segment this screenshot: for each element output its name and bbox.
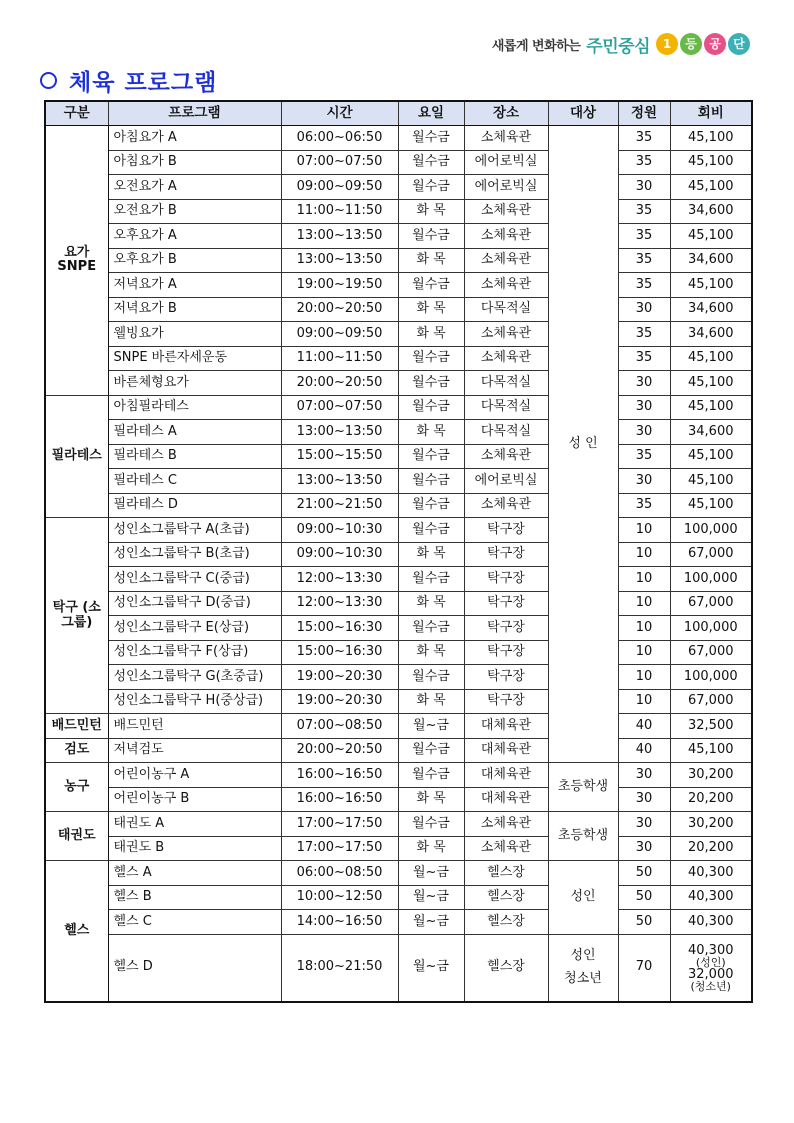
capacity-cell: 35 [618, 224, 670, 249]
circle-bullet-icon [40, 72, 57, 89]
fee-cell: 40,300 [670, 861, 752, 886]
target-line: 성인 [570, 948, 596, 964]
place-cell: 탁구장 [464, 518, 548, 543]
time-cell: 16:00~16:50 [281, 787, 398, 812]
time-cell: 13:00~13:50 [281, 469, 398, 494]
table-row [45, 640, 752, 665]
place-cell: 에어로빅실 [464, 150, 548, 175]
table-row [45, 567, 752, 592]
capacity-cell: 30 [618, 395, 670, 420]
capacity-cell: 30 [618, 469, 670, 494]
capacity-cell: 10 [618, 689, 670, 714]
day-cell: 월수금 [398, 395, 464, 420]
fee-cell: 34,600 [670, 297, 752, 322]
category-cell: 농구 [45, 763, 108, 812]
place-cell: 대체육관 [464, 738, 548, 763]
capacity-cell: 30 [618, 371, 670, 396]
table-row [45, 420, 752, 445]
program-cell: 성인소그룹탁구 G(초중급) [108, 665, 281, 690]
capacity-cell: 30 [618, 420, 670, 445]
place-cell: 소체육관 [464, 836, 548, 861]
capacity-cell: 10 [618, 542, 670, 567]
table-row [45, 126, 752, 151]
time-cell: 18:00~21:50 [281, 934, 398, 1002]
capacity-cell: 10 [618, 591, 670, 616]
day-cell: 월~금 [398, 934, 464, 1002]
place-cell: 소체육관 [464, 812, 548, 837]
fee-cell: 67,000 [670, 640, 752, 665]
day-cell: 월수금 [398, 738, 464, 763]
time-cell: 20:00~20:50 [281, 371, 398, 396]
page-title-text: 체육 프로그램 [69, 70, 218, 96]
place-cell: 소체육관 [464, 346, 548, 371]
time-cell: 21:00~21:50 [281, 493, 398, 518]
table-row [45, 175, 752, 200]
program-cell: 오후요가 B [108, 248, 281, 273]
time-cell: 20:00~20:50 [281, 738, 398, 763]
header-place: 장소 [464, 101, 548, 126]
fee-cell: 100,000 [670, 518, 752, 543]
program-table [44, 100, 753, 1003]
header-time: 시간 [281, 101, 398, 126]
program-cell: 성인소그룹탁구 F(상급) [108, 640, 281, 665]
program-cell: 바른체형요가 [108, 371, 281, 396]
fee-cell: 45,100 [670, 493, 752, 518]
program-cell: 저녁요가 A [108, 273, 281, 298]
target-cell: 초등학생 [548, 812, 618, 861]
fee-cell: 45,100 [670, 224, 752, 249]
day-cell: 월~금 [398, 885, 464, 910]
place-cell: 소체육관 [464, 126, 548, 151]
capacity-cell: 30 [618, 836, 670, 861]
day-cell: 월~금 [398, 910, 464, 935]
time-cell: 12:00~13:30 [281, 567, 398, 592]
day-cell: 화 목 [398, 591, 464, 616]
program-cell: 태권도 B [108, 836, 281, 861]
time-cell: 09:00~09:50 [281, 322, 398, 347]
table-row [45, 714, 752, 739]
place-cell: 탁구장 [464, 591, 548, 616]
place-cell: 소체육관 [464, 273, 548, 298]
table-row [45, 689, 752, 714]
fee-line: (성인) [695, 955, 726, 969]
program-cell: 헬스 B [108, 885, 281, 910]
header-target: 대상 [548, 101, 618, 126]
day-cell: 화 목 [398, 640, 464, 665]
day-cell: 월수금 [398, 665, 464, 690]
target-cell [548, 934, 618, 1002]
place-cell: 대체육관 [464, 787, 548, 812]
capacity-cell: 50 [618, 910, 670, 935]
day-cell: 화 목 [398, 248, 464, 273]
capacity-cell: 35 [618, 273, 670, 298]
brand-badge-4: 단 [728, 33, 750, 55]
capacity-cell: 35 [618, 248, 670, 273]
category-cell: 태권도 [45, 812, 108, 861]
fee-cell: 45,100 [670, 175, 752, 200]
time-cell: 19:00~19:50 [281, 273, 398, 298]
fee-line: (청소년) [690, 979, 731, 993]
program-cell: SNPE 바른자세운동 [108, 346, 281, 371]
fee-cell: 40,300 [670, 885, 752, 910]
table-row [45, 591, 752, 616]
fee-cell: 45,100 [670, 395, 752, 420]
day-cell: 월수금 [398, 469, 464, 494]
place-cell: 탁구장 [464, 567, 548, 592]
fee-cell: 100,000 [670, 665, 752, 690]
header-program: 프로그램 [108, 101, 281, 126]
time-cell: 06:00~08:50 [281, 861, 398, 886]
page-title [40, 64, 217, 97]
program-cell: 헬스 C [108, 910, 281, 935]
table-row [45, 836, 752, 861]
program-cell: 헬스 D [108, 934, 281, 1002]
target-cell: 초등학생 [548, 763, 618, 812]
table-row [45, 518, 752, 543]
fee-cell: 20,200 [670, 836, 752, 861]
day-cell: 월수금 [398, 616, 464, 641]
brand-badge-1: 1 [656, 33, 678, 55]
place-cell: 다목적실 [464, 297, 548, 322]
capacity-cell: 30 [618, 787, 670, 812]
fee-cell: 34,600 [670, 420, 752, 445]
table-row [45, 346, 752, 371]
place-cell: 소체육관 [464, 322, 548, 347]
capacity-cell: 40 [618, 738, 670, 763]
fee-cell: 67,000 [670, 591, 752, 616]
category-cell: 필라테스 [45, 395, 108, 518]
place-cell: 다목적실 [464, 395, 548, 420]
fee-cell: 100,000 [670, 567, 752, 592]
day-cell: 월수금 [398, 518, 464, 543]
day-cell: 화 목 [398, 836, 464, 861]
category-cell: 헬스 [45, 861, 108, 1002]
place-cell: 헬스장 [464, 910, 548, 935]
table-row [45, 812, 752, 837]
day-cell: 화 목 [398, 787, 464, 812]
program-cell: 필라테스 C [108, 469, 281, 494]
brand-badge-3: 공 [704, 33, 726, 55]
program-cell: 웰빙요가 [108, 322, 281, 347]
program-cell: 오전요가 A [108, 175, 281, 200]
capacity-cell: 50 [618, 861, 670, 886]
table-row [45, 297, 752, 322]
fee-cell: 30,200 [670, 763, 752, 788]
program-cell: 오전요가 B [108, 199, 281, 224]
table-row [45, 322, 752, 347]
time-cell: 07:00~08:50 [281, 714, 398, 739]
program-cell: 아침요가 A [108, 126, 281, 151]
table-row [45, 248, 752, 273]
time-cell: 17:00~17:50 [281, 812, 398, 837]
time-cell: 13:00~13:50 [281, 420, 398, 445]
program-cell: 배드민턴 [108, 714, 281, 739]
day-cell: 월수금 [398, 175, 464, 200]
day-cell: 월수금 [398, 567, 464, 592]
table-row [45, 224, 752, 249]
day-cell: 월수금 [398, 371, 464, 396]
time-cell: 06:00~06:50 [281, 126, 398, 151]
day-cell: 화 목 [398, 199, 464, 224]
time-cell: 15:00~16:30 [281, 616, 398, 641]
table-row [45, 395, 752, 420]
capacity-cell: 35 [618, 322, 670, 347]
program-cell: 필라테스 D [108, 493, 281, 518]
time-cell: 16:00~16:50 [281, 763, 398, 788]
time-cell: 09:00~10:30 [281, 542, 398, 567]
table-row [45, 199, 752, 224]
place-cell: 헬스장 [464, 934, 548, 1002]
fee-cell: 32,500 [670, 714, 752, 739]
table-row [45, 542, 752, 567]
place-cell: 탁구장 [464, 542, 548, 567]
fee-line: 40,300 [688, 942, 734, 958]
program-cell: 성인소그룹탁구 E(상급) [108, 616, 281, 641]
capacity-cell: 35 [618, 126, 670, 151]
table-row [45, 738, 752, 763]
header-capacity: 정원 [618, 101, 670, 126]
day-cell: 화 목 [398, 297, 464, 322]
table-row [45, 150, 752, 175]
brand-logo [492, 30, 750, 58]
day-cell: 화 목 [398, 542, 464, 567]
day-cell: 월수금 [398, 493, 464, 518]
program-cell: 아침필라테스 [108, 395, 281, 420]
day-cell: 월수금 [398, 224, 464, 249]
target-cell: 성인 [548, 861, 618, 935]
brand-tagline: 새롭게 변화하는 [491, 38, 581, 54]
program-cell: 성인소그룹탁구 H(중상급) [108, 689, 281, 714]
time-cell: 11:00~11:50 [281, 199, 398, 224]
place-cell: 다목적실 [464, 420, 548, 445]
day-cell: 월수금 [398, 812, 464, 837]
table-row [45, 273, 752, 298]
capacity-cell: 30 [618, 175, 670, 200]
capacity-cell: 35 [618, 346, 670, 371]
capacity-cell: 35 [618, 199, 670, 224]
capacity-cell: 35 [618, 444, 670, 469]
fee-cell: 45,100 [670, 444, 752, 469]
fee-cell: 45,100 [670, 346, 752, 371]
day-cell: 화 목 [398, 420, 464, 445]
day-cell: 화 목 [398, 689, 464, 714]
capacity-cell: 30 [618, 763, 670, 788]
table-row [45, 493, 752, 518]
place-cell: 대체육관 [464, 763, 548, 788]
fee-cell [670, 934, 752, 1002]
place-cell: 에어로빅실 [464, 469, 548, 494]
time-cell: 13:00~13:50 [281, 248, 398, 273]
time-cell: 12:00~13:30 [281, 591, 398, 616]
day-cell: 화 목 [398, 322, 464, 347]
time-cell: 14:00~16:50 [281, 910, 398, 935]
fee-cell: 45,100 [670, 371, 752, 396]
table-body [45, 126, 752, 1002]
program-cell: 성인소그룹탁구 D(중급) [108, 591, 281, 616]
program-cell: 태권도 A [108, 812, 281, 837]
fee-cell: 40,300 [670, 910, 752, 935]
program-cell: 저녁검도 [108, 738, 281, 763]
day-cell: 월수금 [398, 444, 464, 469]
capacity-cell: 40 [618, 714, 670, 739]
fee-cell: 34,600 [670, 248, 752, 273]
fee-cell: 45,100 [670, 126, 752, 151]
program-cell: 필라테스 B [108, 444, 281, 469]
capacity-cell: 30 [618, 297, 670, 322]
place-cell: 대체육관 [464, 714, 548, 739]
category-cell: 배드민턴 [45, 714, 108, 739]
time-cell: 19:00~20:30 [281, 665, 398, 690]
program-cell: 아침요가 B [108, 150, 281, 175]
program-cell: 어린이농구 B [108, 787, 281, 812]
program-cell: 성인소그룹탁구 B(초급) [108, 542, 281, 567]
time-cell: 11:00~11:50 [281, 346, 398, 371]
capacity-cell: 10 [618, 640, 670, 665]
day-cell: 월수금 [398, 126, 464, 151]
place-cell: 소체육관 [464, 493, 548, 518]
fee-cell: 100,000 [670, 616, 752, 641]
fee-cell: 20,200 [670, 787, 752, 812]
place-cell: 헬스장 [464, 861, 548, 886]
place-cell: 소체육관 [464, 224, 548, 249]
fee-cell: 45,100 [670, 273, 752, 298]
program-cell: 헬스 A [108, 861, 281, 886]
fee-line: 32,000 [688, 966, 734, 982]
category-cell: 검도 [45, 738, 108, 763]
place-cell: 소체육관 [464, 248, 548, 273]
place-cell: 다목적실 [464, 371, 548, 396]
table-row [45, 861, 752, 886]
program-cell: 오후요가 A [108, 224, 281, 249]
day-cell: 월수금 [398, 346, 464, 371]
fee-cell: 67,000 [670, 689, 752, 714]
day-cell: 월~금 [398, 861, 464, 886]
table-row [45, 371, 752, 396]
day-cell: 월~금 [398, 714, 464, 739]
category-cell: 탁구 (소그룹) [45, 518, 108, 714]
capacity-cell: 10 [618, 616, 670, 641]
day-cell: 월수금 [398, 273, 464, 298]
brand-name: 주민중심 [586, 36, 650, 57]
place-cell: 탁구장 [464, 689, 548, 714]
program-cell: 어린이농구 A [108, 763, 281, 788]
program-cell: 필라테스 A [108, 420, 281, 445]
capacity-cell: 10 [618, 518, 670, 543]
fee-cell: 45,100 [670, 150, 752, 175]
fee-cell: 30,200 [670, 812, 752, 837]
program-cell: 성인소그룹탁구 A(초급) [108, 518, 281, 543]
capacity-cell: 50 [618, 885, 670, 910]
table-row [45, 885, 752, 910]
time-cell: 13:00~13:50 [281, 224, 398, 249]
place-cell: 소체육관 [464, 199, 548, 224]
target-cell: 성 인 [548, 126, 618, 763]
capacity-cell: 35 [618, 150, 670, 175]
table-header-row [45, 101, 752, 126]
capacity-cell: 70 [618, 934, 670, 1002]
program-cell: 성인소그룹탁구 C(중급) [108, 567, 281, 592]
place-cell: 탁구장 [464, 616, 548, 641]
program-cell: 저녁요가 B [108, 297, 281, 322]
table-row [45, 934, 752, 1002]
place-cell: 탁구장 [464, 640, 548, 665]
time-cell: 07:00~07:50 [281, 150, 398, 175]
brand-badge-2: 등 [680, 33, 702, 55]
time-cell: 19:00~20:30 [281, 689, 398, 714]
day-cell: 월수금 [398, 763, 464, 788]
time-cell: 09:00~09:50 [281, 175, 398, 200]
capacity-cell: 35 [618, 493, 670, 518]
table-row [45, 763, 752, 788]
place-cell: 소체육관 [464, 444, 548, 469]
table-row [45, 787, 752, 812]
time-cell: 15:00~16:30 [281, 640, 398, 665]
time-cell: 09:00~10:30 [281, 518, 398, 543]
capacity-cell: 10 [618, 665, 670, 690]
capacity-cell: 10 [618, 567, 670, 592]
place-cell: 헬스장 [464, 885, 548, 910]
table-row [45, 665, 752, 690]
place-cell: 에어로빅실 [464, 175, 548, 200]
time-cell: 15:00~15:50 [281, 444, 398, 469]
header-day: 요일 [398, 101, 464, 126]
fee-cell: 45,100 [670, 469, 752, 494]
time-cell: 17:00~17:50 [281, 836, 398, 861]
fee-cell: 67,000 [670, 542, 752, 567]
time-cell: 10:00~12:50 [281, 885, 398, 910]
category-cell: 요가 SNPE [45, 126, 108, 396]
time-cell: 20:00~20:50 [281, 297, 398, 322]
header-fee: 회비 [670, 101, 752, 126]
fee-cell: 34,600 [670, 322, 752, 347]
time-cell: 07:00~07:50 [281, 395, 398, 420]
place-cell: 탁구장 [464, 665, 548, 690]
table-row [45, 469, 752, 494]
table-row [45, 616, 752, 641]
table-row [45, 444, 752, 469]
day-cell: 월수금 [398, 150, 464, 175]
table-row [45, 910, 752, 935]
fee-cell: 34,600 [670, 199, 752, 224]
fee-cell: 45,100 [670, 738, 752, 763]
target-line: 청소년 [564, 970, 602, 986]
capacity-cell: 30 [618, 812, 670, 837]
header-category: 구분 [45, 101, 108, 126]
